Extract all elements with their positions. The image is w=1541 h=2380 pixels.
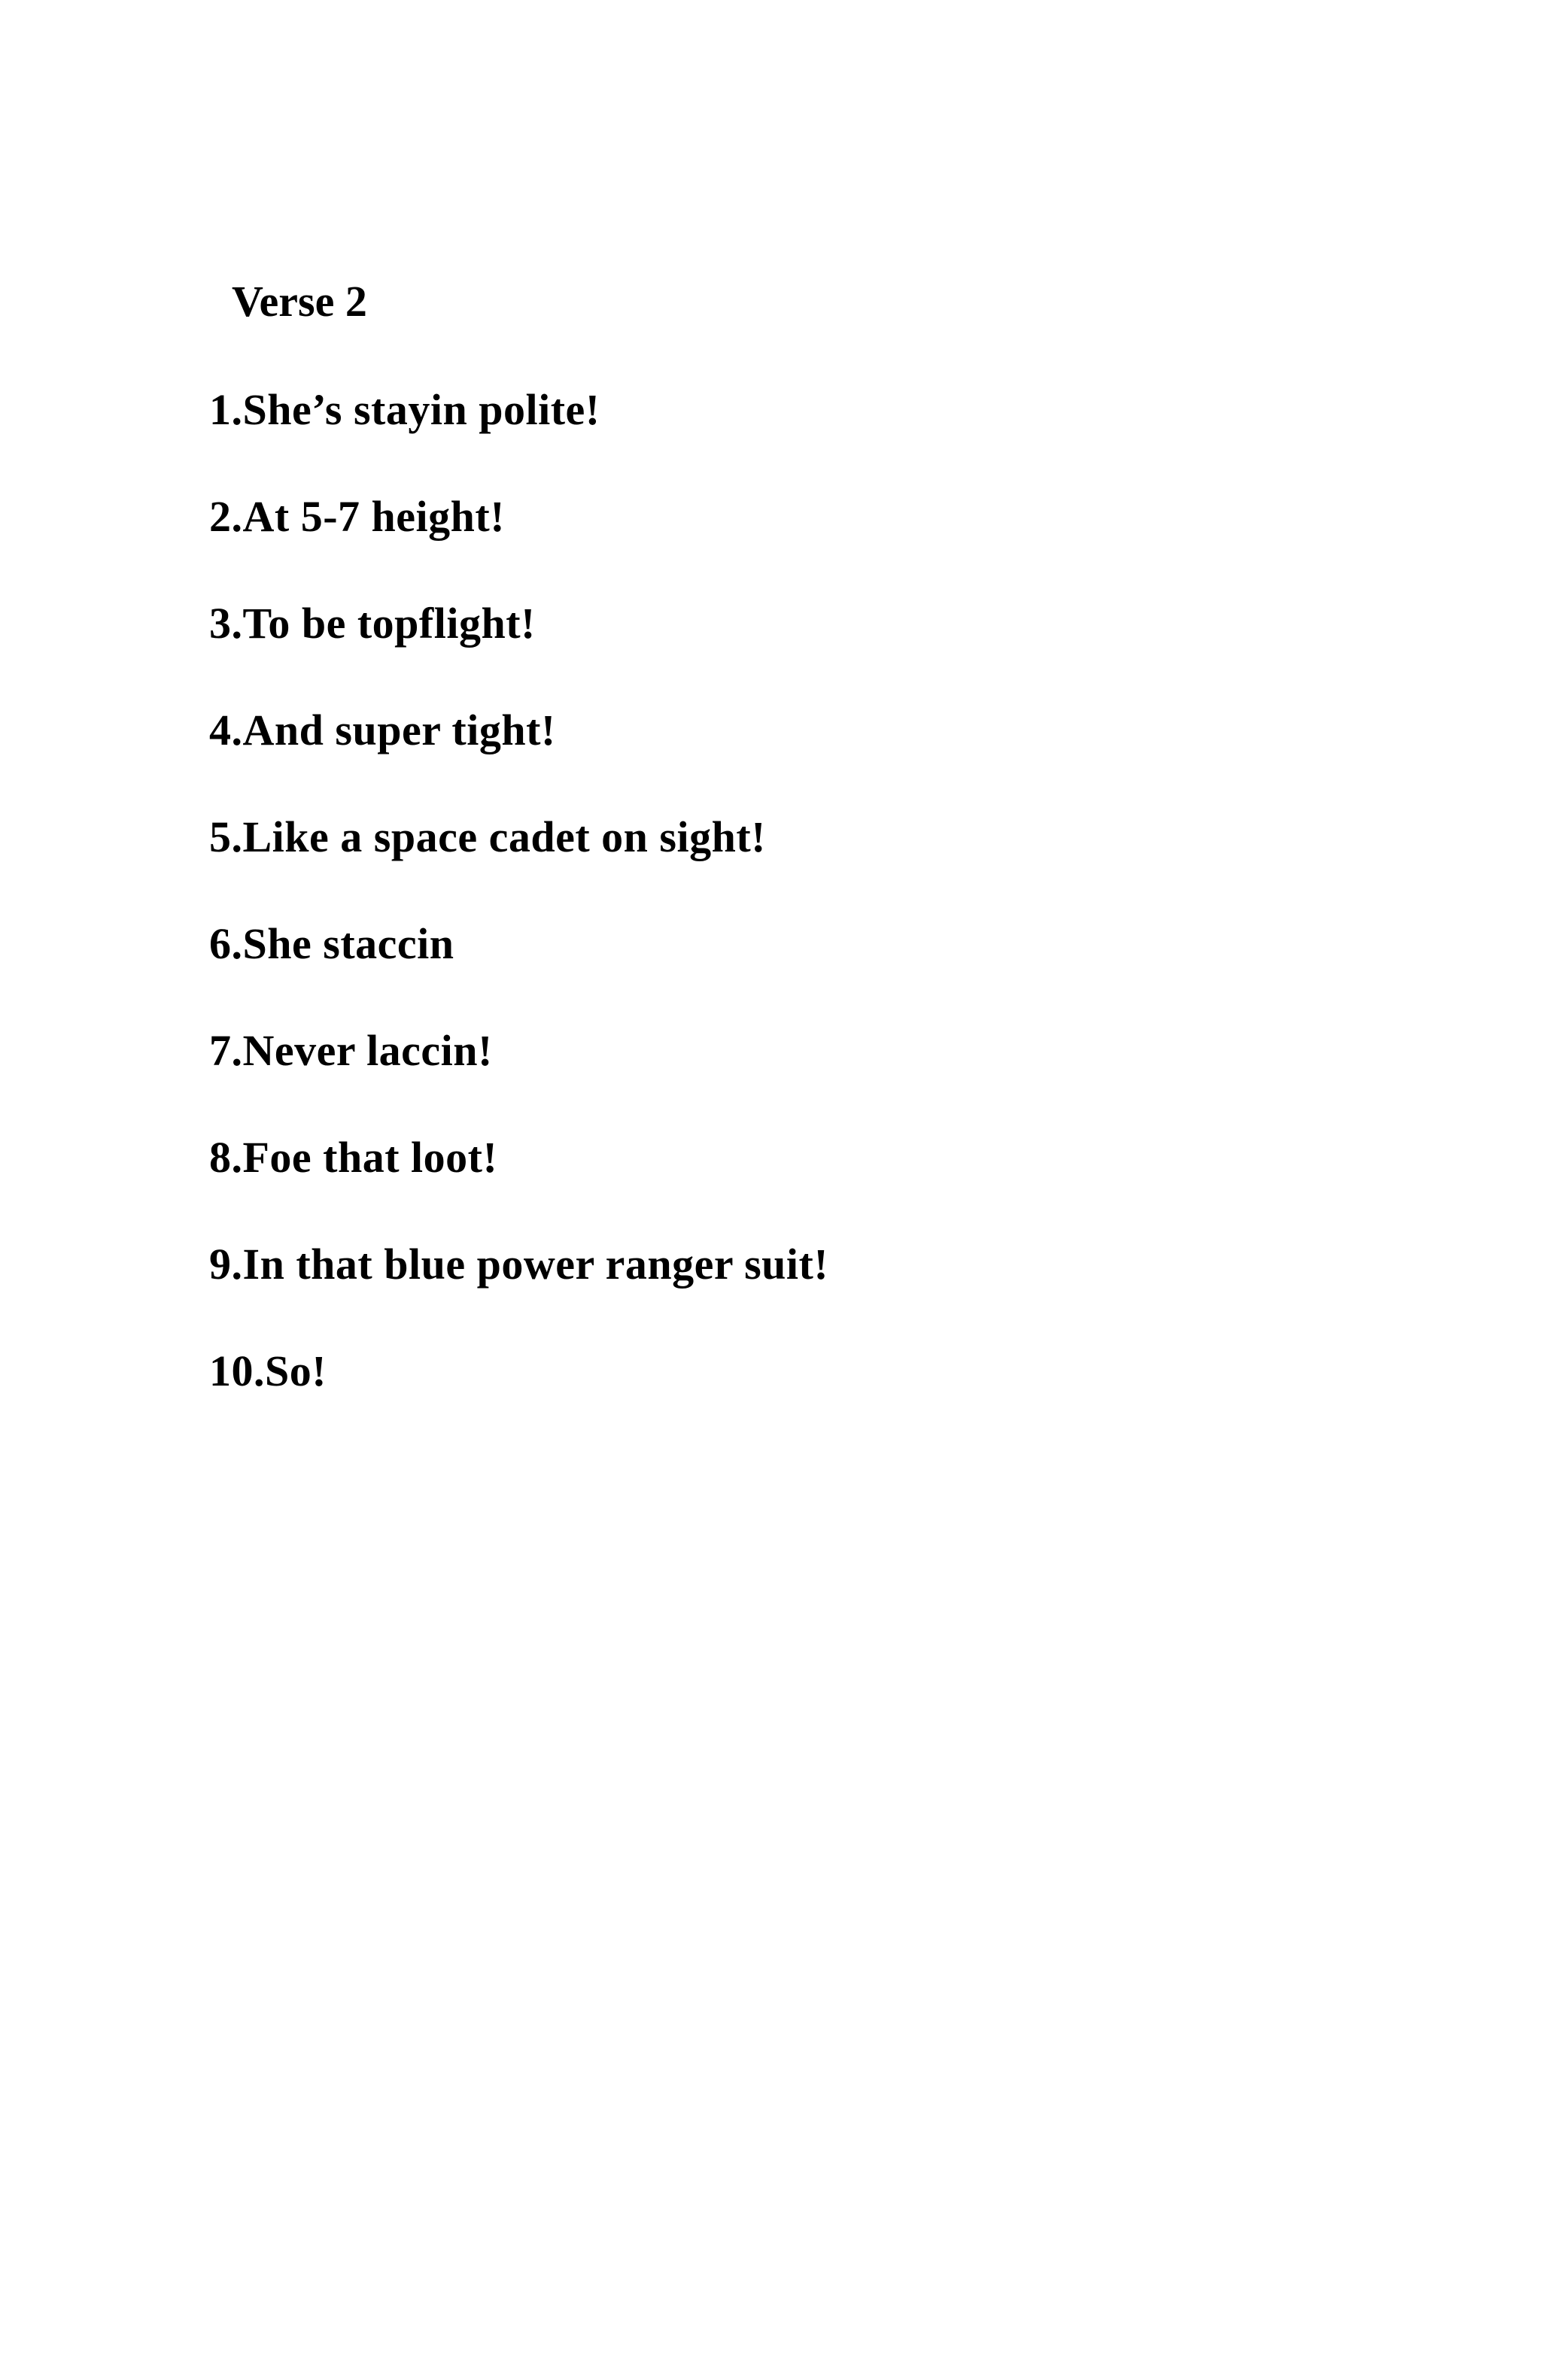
verse-line: 9.In that blue power ranger suit!: [209, 1240, 829, 1289]
verse-line: 5.Like a space cadet on sight!: [209, 812, 766, 861]
verse-lines: [209, 384, 828, 1452]
verse-line: 6.She staccin: [209, 919, 454, 968]
verse-line: 8.Foe that loot!: [209, 1133, 498, 1182]
verse-heading: Verse 2: [232, 277, 367, 326]
verse-line: 4.And super tight!: [209, 706, 556, 754]
verse-line: 1.She’s stayin polite!: [209, 385, 600, 434]
verse-line: 2.At 5-7 height!: [209, 492, 506, 541]
verse-line: 3.To be topflight!: [209, 599, 536, 648]
verse-line: 7.Never laccin!: [209, 1026, 493, 1075]
verse-line: 10.So!: [209, 1346, 327, 1395]
